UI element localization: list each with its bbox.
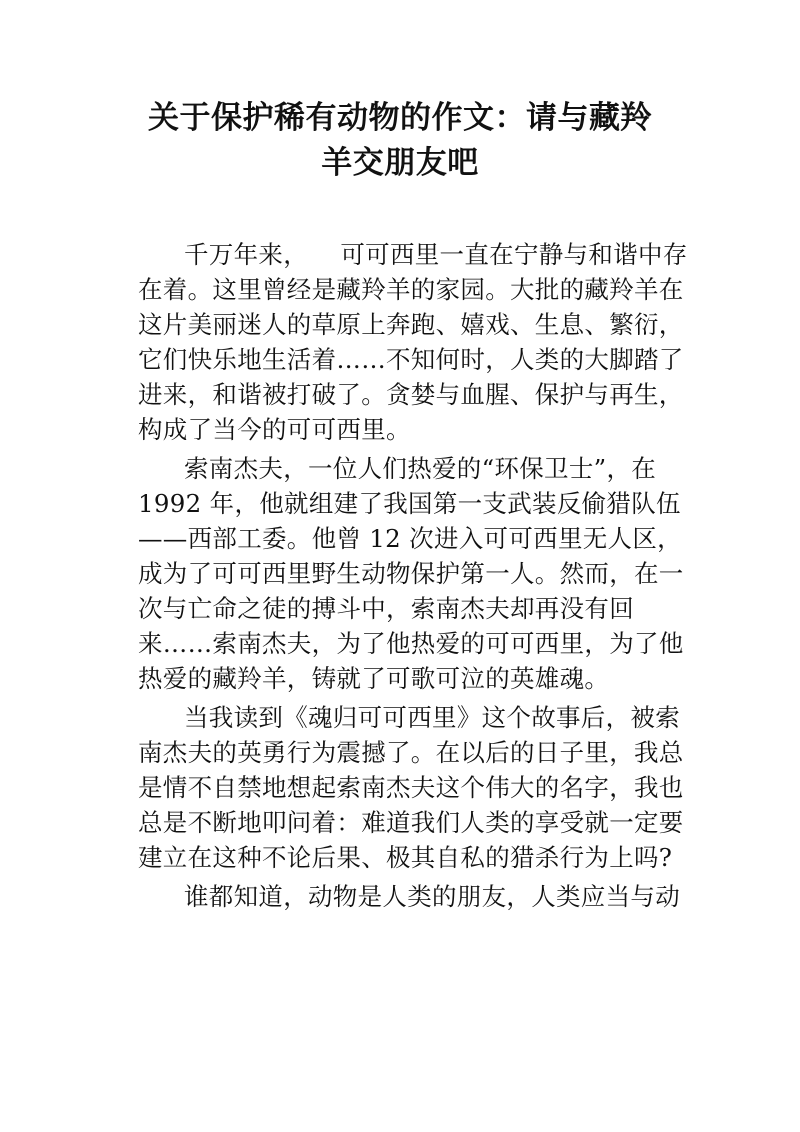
text-line: 1992 年，他就组建了我国第一支武装反偷猎队伍 [138,489,681,518]
paragraph-1 [138,237,688,447]
title-line: 关于保护稀有动物的作文：请与藏羚 [148,100,652,136]
text-line: 谁都知道，动物是人类的朋友，人类应当与动 [184,882,680,911]
text-line: 成为了可可西里野生动物保护第一人。然而，在一 [138,559,684,588]
paragraph-2 [138,451,684,696]
document-body [138,237,688,918]
text-line: 当我读到《魂归可可西里》这个故事后，被索 [184,703,680,732]
document-title [100,96,700,186]
text-line: 它们快乐地生活着……不知何时，人类的大脚踏了 [138,345,684,374]
text-line: 千万年来， 可可西里一直在宁静与和谐中存 [184,240,688,269]
text-line: 构成了当今的可可西里。 [138,415,411,444]
text-line: 是情不自禁地想起索南杰夫这个伟大的名字，我也 [138,773,684,802]
text-line: 建立在这种不论后果、极其自私的猎杀行为上吗? [138,843,673,872]
title-line: 羊交朋友吧 [321,145,479,181]
text-line: 索南杰夫，一位人们热爱的“环保卫士”，在 [184,454,657,483]
text-line: 南杰夫的英勇行为震撼了。在以后的日子里，我总 [138,738,684,767]
text-line: 总是不断地叩问着：难道我们人类的享受就一定要 [138,808,684,837]
text-line: 在着。这里曾经是藏羚羊的家园。大批的藏羚羊在 [138,275,684,304]
paragraph-4 [138,879,678,914]
text-line: ——西部工委。他曾 12 次进入可可西里无人区， [138,524,682,553]
text-line: 这片美丽迷人的草原上奔跑、嬉戏、生息、繁衍， [138,310,684,339]
text-line: 进来，和谐被打破了。贪婪与血腥、保护与再生， [138,380,684,409]
paragraph-3 [138,700,684,875]
text-line: 次与亡命之徒的搏斗中，索南杰夫却再没有回 [138,594,634,623]
text-line: 热爱的藏羚羊，铸就了可歌可泣的英雄魂。 [138,664,610,693]
text-line: 来……索南杰夫，为了他热爱的可可西里，为了他 [138,629,684,658]
